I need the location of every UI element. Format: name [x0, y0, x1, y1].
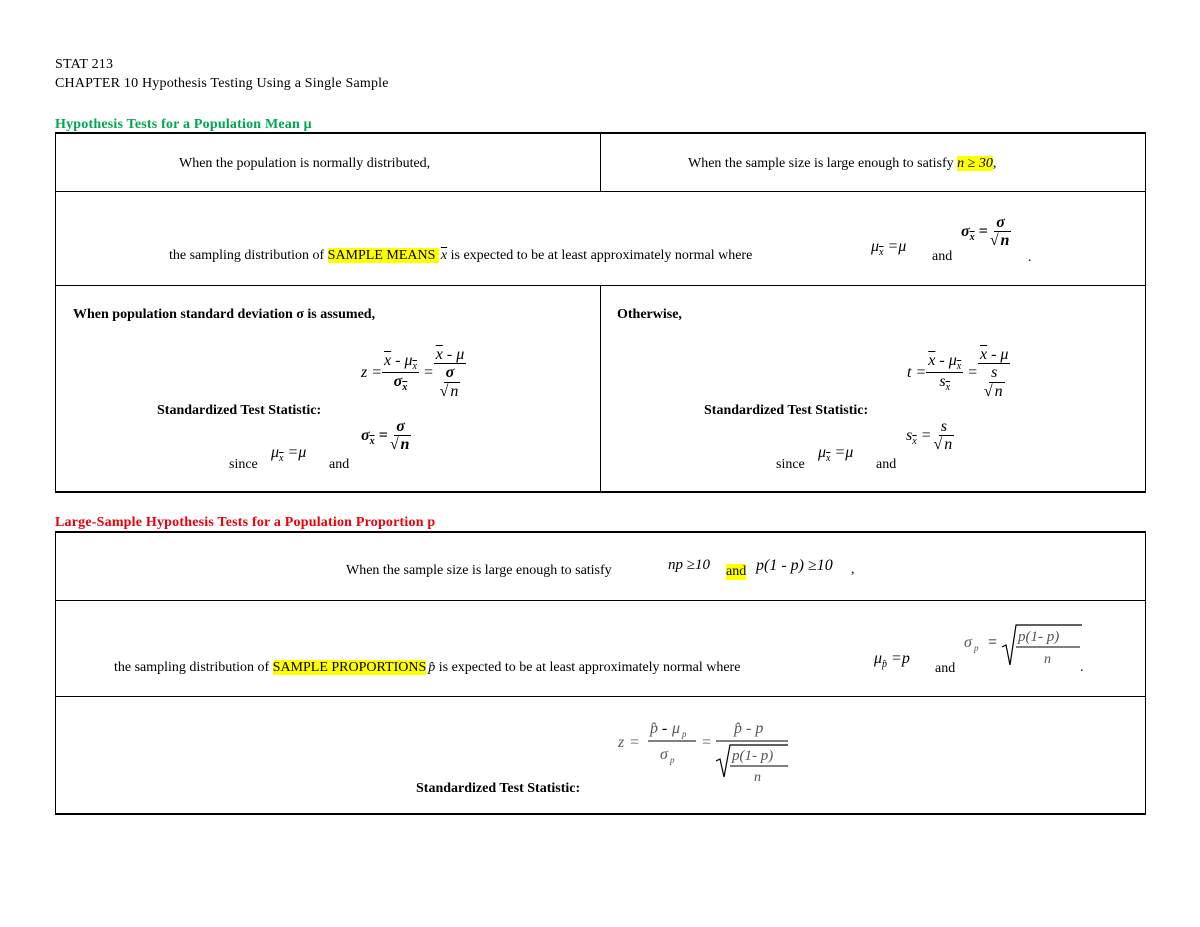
known-sigma-cell — [56, 285, 601, 492]
prop-test-stat-cell — [56, 696, 1146, 814]
svg-text:p̂: p̂ — [650, 719, 658, 737]
svg-text:μ: μ — [672, 719, 681, 737]
npq-condition: p(1 - p) ≥10 — [756, 557, 833, 574]
svg-text:p̂ - p: p̂ - p — [734, 719, 764, 737]
svg-text:σ: σ — [964, 633, 972, 651]
svg-text:p: p — [670, 754, 675, 765]
sampling-dist-means-cell — [56, 191, 1146, 285]
chapter-title: CHAPTER 10 Hypothesis Testing Using a Single Sample — [55, 76, 389, 91]
sigma-xbar-formula: $\sigma_{\overline{x}}$ = $\frac{\sigma}{√ n}$ — [961, 213, 1010, 250]
and-label-t: and — [876, 456, 897, 472]
large-sample-condition — [688, 156, 996, 172]
z-formula: z = $\frac{\overline{x} - \mu_{\overline{x}}}{\sigma_{\overline{x}}}$ = $\frac{\overline{x} - \mu}{\frac{\sigma}{√ n}}$ — [361, 345, 465, 400]
normal-condition-text: When the population is normally distributed, — [179, 156, 431, 171]
svg-text:=: = — [630, 733, 640, 751]
since-mu-formula-t: $\mu_{\overline{x}} =\mu$ — [818, 443, 854, 464]
sampling-dist-props-cell — [56, 600, 1146, 696]
course-title: STAT 213 — [55, 57, 114, 72]
proportion-table — [55, 531, 1146, 815]
svg-text:p: p — [682, 728, 687, 739]
and-label-z: and — [329, 456, 350, 472]
svg-text:σ: σ — [660, 745, 668, 763]
dist-mid: is expected to be at least approximately normal where — [447, 247, 753, 263]
svg-text:n: n — [1044, 651, 1051, 667]
np-condition: np ≥10 — [668, 557, 710, 573]
since-mu-formula: $\mu_{\overline{x}} =\mu$ — [271, 443, 307, 464]
large-sample-prefix: When the sample size is large enough to satisfy — [688, 156, 958, 171]
t-formula: t = $\frac{\overline{x} - \mu_{\overline{x}}}{s_{\overline{x}}}$ = $\frac{\overline{x} - \mu}{\frac{s}{√ n}}$ — [907, 345, 1009, 400]
sample-means-highlight: SAMPLE MEANS — [327, 247, 439, 263]
sampling-dist-means-text — [169, 248, 752, 264]
svg-text:-: - — [662, 719, 668, 737]
svg-text:n: n — [754, 769, 761, 785]
n-condition-highlight: n ≥ 30 — [957, 156, 993, 171]
svg-text:=: = — [988, 633, 998, 651]
comma: , — [851, 562, 855, 577]
since-s-formula: $s_{\overline{x}}$ = $\frac{s}{√ n}$ — [906, 417, 953, 454]
unknown-sigma-cell — [601, 285, 1146, 492]
and-label-prop: and — [935, 660, 956, 676]
mean-section-title: Hypothesis Tests for a Population Mean μ — [55, 117, 312, 132]
known-sigma-heading: When population standard deviation σ is assumed, — [73, 306, 376, 322]
since-sigma-formula: $\sigma_{\overline{x}}$ = $\frac{\sigma}{√ n}$ — [361, 417, 410, 454]
mu-xbar-eq-mu: $\mu_{\overline{x}} =\mu$ — [871, 237, 907, 258]
otherwise-heading: Otherwise, — [617, 306, 682, 322]
and-highlight: and — [726, 564, 747, 579]
prop-dist-mid: is expected to be at least approximately normal where — [435, 659, 741, 675]
svg-text:p(1- p): p(1- p) — [732, 747, 774, 764]
prop-dist-prefix: the sampling distribution of — [114, 659, 273, 675]
normal-condition-cell — [56, 133, 601, 191]
period-prop: . — [1080, 659, 1084, 675]
svg-text:p(1- p): p(1- p) — [1018, 628, 1060, 645]
since-label: since — [229, 456, 258, 472]
prop-section-title: Large-Sample Hypothesis Tests for a Population Proportion p — [55, 515, 436, 530]
xbar-symbol: $\overline{x}$ — [440, 247, 448, 263]
mean-table — [55, 132, 1146, 493]
svg-text:p: p — [974, 642, 979, 653]
svg-text:z: z — [618, 733, 625, 751]
prop-condition-text: When the sample size is large enough to satisfy — [346, 563, 612, 578]
test-stat-label-z: Standardized Test Statistic: — [157, 402, 322, 418]
large-sample-suffix: , — [992, 156, 997, 171]
sampling-dist-props-text — [114, 660, 740, 676]
svg-text:=: = — [702, 733, 712, 751]
mu-phat-eq-p: $\mu_{p̂} =p$ — [874, 649, 910, 670]
test-stat-label-prop: Standardized Test Statistic: — [416, 780, 581, 796]
and-label: and — [932, 248, 953, 264]
dist-prefix: the sampling distribution of — [169, 247, 328, 263]
sample-proportions-highlight: SAMPLE PROPORTIONS — [272, 659, 427, 675]
test-stat-label-t: Standardized Test Statistic: — [704, 402, 869, 418]
prop-condition-cell — [56, 532, 1146, 600]
since-label-t: since — [776, 456, 805, 472]
sigma-phat-formula — [962, 621, 1142, 671]
large-sample-condition-cell — [601, 133, 1146, 191]
phat-symbol: p̂ — [428, 659, 436, 675]
z-prop-formula — [616, 717, 816, 797]
period: . — [1028, 249, 1032, 265]
